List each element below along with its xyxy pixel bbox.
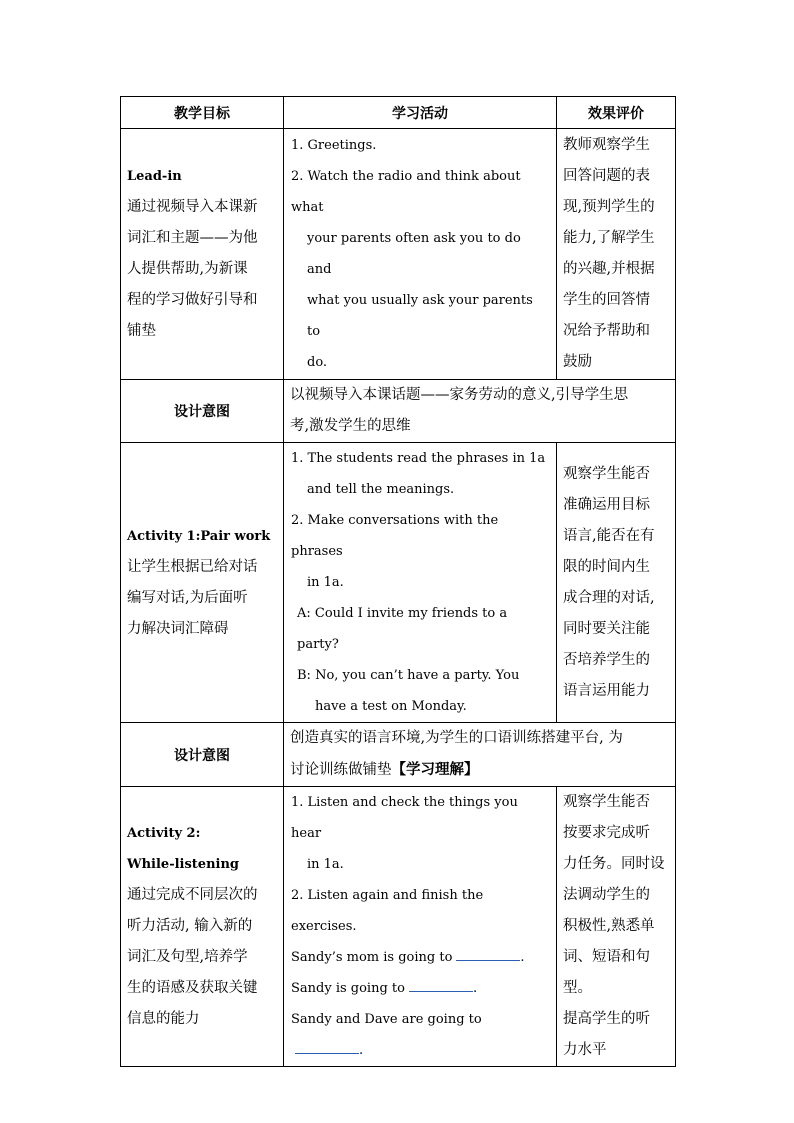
goal-cell bbox=[121, 129, 284, 380]
evaluation-line: 同时要关注能 bbox=[563, 620, 650, 637]
evaluation-line: 否培养学生的 bbox=[563, 651, 650, 668]
activity-line: and tell the meanings. bbox=[307, 482, 455, 497]
evaluation-line: 法调动学生的 bbox=[563, 887, 650, 903]
fill-in-prompt: Sandy’s mom is going to bbox=[291, 950, 453, 965]
design-line bbox=[290, 754, 667, 786]
design-stage-tag: 【学习理解】 bbox=[391, 761, 479, 778]
activity-line: 1. Listen and check the things you hear bbox=[291, 795, 518, 841]
goal-line: 词汇和主题——为他 bbox=[127, 230, 258, 246]
section-title: Lead-in bbox=[127, 169, 182, 184]
evaluation-line: 观察学生能否 bbox=[563, 794, 650, 810]
goal-line: 让学生根据已给对话 bbox=[127, 558, 258, 575]
evaluation-line: 词、短语和句型。 bbox=[563, 949, 650, 996]
dialogue-line: B: No, you can’t have a party. You bbox=[297, 668, 520, 683]
evaluation-line: 按要求完成听 bbox=[563, 825, 650, 841]
evaluation-line: 成合理的对话, bbox=[563, 589, 655, 606]
goal-line: 信息的能力 bbox=[127, 1011, 200, 1027]
lesson-plan-table bbox=[120, 96, 676, 1067]
fill-in-prompt: Sandy and Dave are going to bbox=[291, 1012, 482, 1027]
goal-line: 力解决词汇障碍 bbox=[127, 620, 229, 637]
evaluation-line: 鼓励 bbox=[563, 354, 592, 370]
design-line: 以视频导入本课话题——家务劳动的意义,引导学生思 bbox=[290, 387, 629, 403]
section-title: Activity 2: bbox=[127, 826, 201, 841]
evaluation-line: 准确运用目标 bbox=[563, 496, 650, 513]
activity-line: do. bbox=[307, 355, 328, 370]
evaluation-cell bbox=[557, 443, 676, 723]
header-goal: 教学目标 bbox=[121, 97, 284, 129]
evaluation-line: 观察学生能否 bbox=[563, 465, 650, 482]
evaluation-line: 积极性,熟悉单 bbox=[563, 918, 655, 934]
answer-blank[interactable] bbox=[295, 1039, 359, 1054]
fill-in-line: Sandy’s mom is going to . bbox=[291, 942, 548, 973]
row-design-intent-1 bbox=[121, 380, 676, 443]
activity-line: 1. The students read the phrases in 1a bbox=[291, 451, 546, 466]
evaluation-line: 提高学生的听 bbox=[563, 1011, 650, 1027]
fill-in-line: Sandy and Dave are going to. bbox=[291, 1012, 482, 1058]
row-design-intent-2 bbox=[121, 723, 676, 787]
evaluation-line: 况给予帮助和 bbox=[563, 323, 650, 339]
header-evaluation: 效果评价 bbox=[557, 97, 676, 129]
activity-line: what you usually ask your parents to bbox=[307, 293, 533, 339]
evaluation-line: 教师观察学生 bbox=[563, 137, 650, 153]
row-lead-in bbox=[121, 129, 676, 380]
goal-line: 词汇及句型,培养学 bbox=[127, 949, 248, 965]
evaluation-line: 语言运用能力 bbox=[563, 682, 650, 699]
evaluation-cell bbox=[557, 787, 676, 1067]
evaluation-cell bbox=[557, 129, 676, 380]
design-line: 考,激发学生的思维 bbox=[290, 418, 411, 434]
answer-blank[interactable] bbox=[456, 946, 520, 961]
fill-in-line: Sandy is going to . bbox=[291, 973, 548, 1004]
evaluation-line: 限的时间内生 bbox=[563, 558, 650, 575]
design-label: 设计意图 bbox=[121, 380, 284, 443]
activity-line: 2. Listen again and finish the exercises. bbox=[291, 888, 484, 934]
header-row bbox=[121, 97, 676, 129]
design-label: 设计意图 bbox=[121, 723, 284, 787]
goal-line: 人提供帮助,为新课 bbox=[127, 261, 248, 277]
design-line: 创造真实的语言环境,为学生的口语训练搭建平台, 为 bbox=[290, 730, 623, 746]
goal-line: 听力活动, 输入新的 bbox=[127, 918, 253, 934]
evaluation-line: 语言,能否在有 bbox=[563, 527, 655, 544]
evaluation-line: 学生的回答情 bbox=[563, 292, 650, 308]
goal-line: 通过完成不同层次的 bbox=[127, 887, 258, 903]
dialogue-line: A: Could I invite my friends to a party? bbox=[297, 606, 508, 652]
design-text bbox=[284, 723, 676, 787]
activity-cell bbox=[284, 129, 557, 380]
evaluation-line: 力水平 bbox=[563, 1042, 607, 1058]
goal-line: 程的学习做好引导和 bbox=[127, 292, 258, 308]
row-activity-1 bbox=[121, 443, 676, 723]
goal-line: 生的语感及获取关键 bbox=[127, 980, 258, 996]
section-title: Activity 1:Pair work bbox=[127, 528, 271, 544]
design-text-fragment: 讨论训练做铺垫 bbox=[290, 762, 392, 778]
section-subtitle: While-listening bbox=[127, 857, 239, 872]
activity-line: 2. Watch the radio and think about what bbox=[291, 169, 521, 215]
goal-cell bbox=[121, 787, 284, 1067]
evaluation-line: 现,预判学生的 bbox=[563, 199, 655, 215]
goal-line: 编写对话,为后面听 bbox=[127, 589, 248, 606]
header-activities: 学习活动 bbox=[284, 97, 557, 129]
row-activity-2 bbox=[121, 787, 676, 1067]
activity-line: your parents often ask you to do and bbox=[307, 231, 521, 277]
activity-line: 2. Make conversations with the phrases bbox=[291, 513, 499, 559]
evaluation-line: 回答问题的表 bbox=[563, 168, 650, 184]
activity-line: in 1a. bbox=[307, 575, 344, 590]
goal-line: 通过视频导入本课新 bbox=[127, 199, 258, 215]
evaluation-line: 的兴趣,并根据 bbox=[563, 261, 655, 277]
activity-line: in 1a. bbox=[307, 857, 344, 872]
activity-line: 1. Greetings. bbox=[291, 138, 377, 153]
activity-cell bbox=[284, 787, 557, 1067]
evaluation-line: 力任务。同时设 bbox=[563, 856, 665, 872]
goal-line: 铺垫 bbox=[127, 323, 156, 339]
dialogue-line: have a test on Monday. bbox=[315, 699, 467, 714]
goal-cell bbox=[121, 443, 284, 723]
design-text bbox=[284, 380, 676, 443]
activity-cell bbox=[284, 443, 557, 723]
evaluation-line: 能力,了解学生 bbox=[563, 230, 655, 246]
fill-in-prompt: Sandy is going to bbox=[291, 981, 405, 996]
answer-blank[interactable] bbox=[409, 977, 473, 992]
